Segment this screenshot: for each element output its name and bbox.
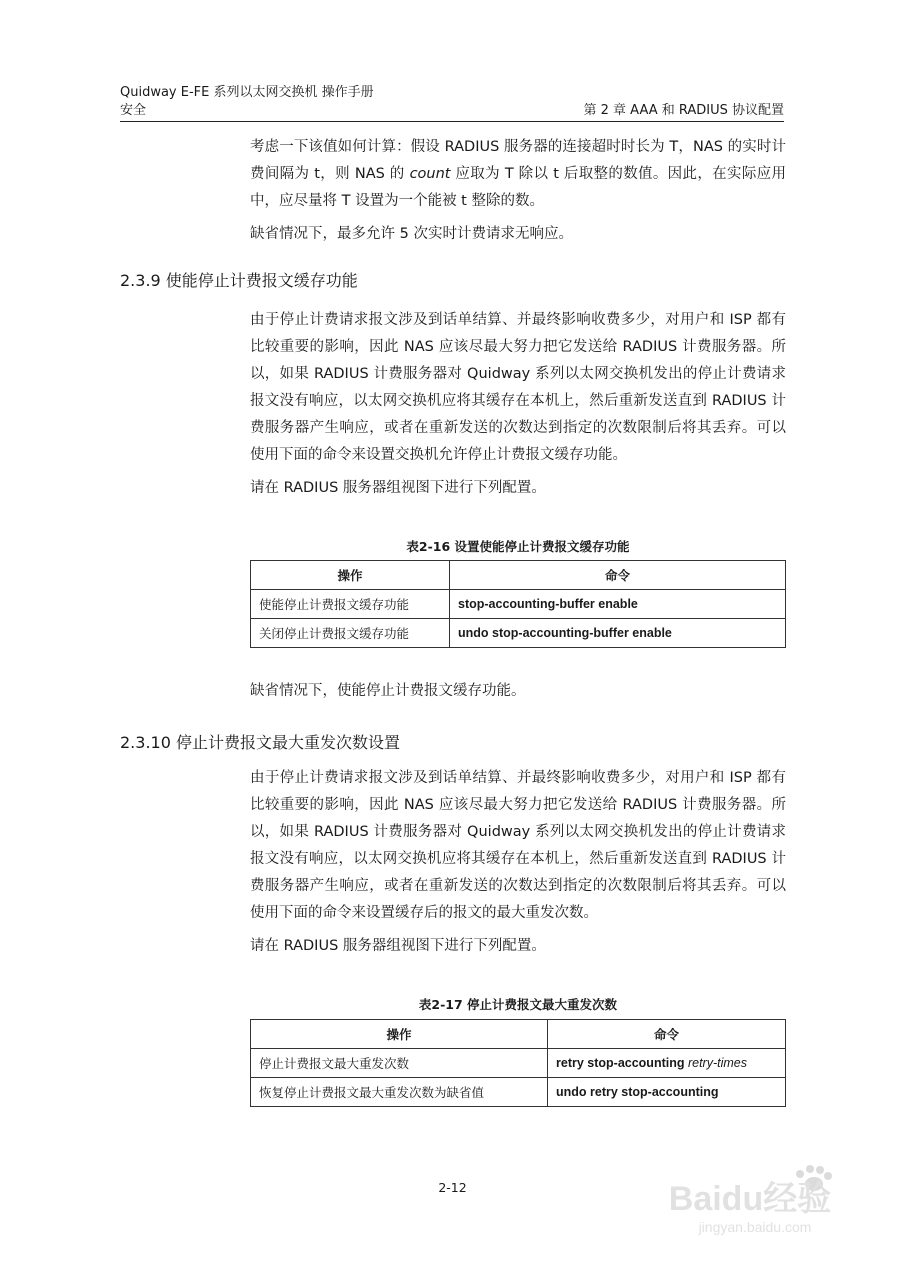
table-row — [251, 590, 786, 619]
header-rule — [120, 121, 784, 122]
column-header-operation: 操作 — [251, 1020, 548, 1049]
baidu-paw-logo — [650, 1160, 850, 1240]
command-cell: undo retry stop-accounting — [548, 1078, 786, 1107]
section-heading-2-3-9: 2.3.9 使能停止计费报文缓存功能 — [120, 271, 358, 290]
column-header-command: 命令 — [450, 561, 786, 590]
column-header-command: 命令 — [548, 1020, 786, 1049]
intro-paragraph-1: 考虑一下该值如何计算：假设 RADIUS 服务器的连接超时时长为 T，NAS 的实时计费间隔为 t，则 NAS 的 count 应取为 T 除以 t 后取整的数值。因此，在实际应用中，应尽量将 T 设置为一个能被 t 整除的数。 — [250, 139, 786, 209]
header-chapter: 第 2 章 AAA 和 RADIUS 协议配置 — [583, 103, 784, 118]
operation-cell: 使能停止计费报文缓存功能 — [251, 590, 450, 619]
watermark-url: jingyan.baidu.com — [698, 1219, 812, 1235]
table-2-16-caption: 表2-16 设置使能停止计费报文缓存功能 — [406, 539, 630, 554]
header-section: 安全 — [120, 103, 147, 118]
baidu-watermark — [650, 1160, 850, 1240]
table-row — [251, 1049, 786, 1078]
table-2-17 — [250, 1019, 786, 1107]
column-header-operation: 操作 — [251, 561, 450, 590]
table-row — [251, 1078, 786, 1107]
section1-body — [250, 307, 786, 502]
operation-cell: 恢复停止计费报文最大重发次数为缺省值 — [251, 1078, 548, 1107]
table-header-row — [251, 561, 786, 590]
header-manual-title: Quidway E-FE 系列以太网交换机 操作手册 — [120, 85, 374, 100]
table-2-17-caption: 表2-17 停止计费报文最大重发次数 — [418, 997, 618, 1012]
command-cell: retry stop-accounting retry-times — [548, 1049, 786, 1078]
operation-cell: 停止计费报文最大重发次数 — [251, 1049, 548, 1078]
section1-paragraph-1: 由于停止计费请求报文涉及到话单结算、并最终影响收费多少，对用户和 ISP 都有比较重要的影响，因此 NAS 应该尽最大努力把它发送给 RADIUS 计费服务器。所以，如果 RADIUS 计费服务器对 Quidway 系列以太网交换机发出的停止计费请求报文没有响应，以太网交换机应将其缓存在本机上，然后重新发送直到 RADIUS 计费服务器产生响应，或者在重新发送的次数达到指定的次数限制后将其丢弃。可以使用下面的命令来设置交换机允许停止计费报文缓存功能。 — [250, 312, 786, 463]
table-row — [251, 619, 786, 648]
section2-paragraph-2: 请在 RADIUS 服务器组视图下进行下列配置。 — [250, 938, 546, 954]
section-heading-2-3-10: 2.3.10 停止计费报文最大重发次数设置 — [120, 733, 400, 752]
table-header-row — [251, 1020, 786, 1049]
page-number: 2-12 — [438, 1180, 467, 1195]
command-cell: stop-accounting-buffer enable — [450, 590, 786, 619]
table-2-16 — [250, 560, 786, 648]
intro-block — [250, 134, 786, 248]
intro-paragraph-2: 缺省情况下，最多允许 5 次实时计费请求无响应。 — [250, 226, 573, 242]
command-cell: undo stop-accounting-buffer enable — [450, 619, 786, 648]
watermark-brand: Baidu经验 — [668, 1180, 832, 1218]
section2-paragraph-1: 由于停止计费请求报文涉及到话单结算、并最终影响收费多少，对用户和 ISP 都有比较重要的影响，因此 NAS 应该尽最大努力把它发送给 RADIUS 计费服务器。所以，如果 RADIUS 计费服务器对 Quidway 系列以太网交换机发出的停止计费请求报文没有响应，以太网交换机应将其缓存在本机上，然后重新发送直到 RADIUS 计费服务器产生响应，或者在重新发送的次数达到指定的次数限制后将其丢弃。可以使用下面的命令来设置缓存后的报文的最大重发次数。 — [250, 770, 786, 921]
section2-body — [250, 765, 786, 960]
command-argument: retry-times — [687, 1056, 747, 1070]
operation-cell: 关闭停止计费报文缓存功能 — [251, 619, 450, 648]
section1-paragraph-2: 请在 RADIUS 服务器组视图下进行下列配置。 — [250, 480, 546, 496]
section1-default-note: 缺省情况下，使能停止计费报文缓存功能。 — [250, 683, 526, 699]
